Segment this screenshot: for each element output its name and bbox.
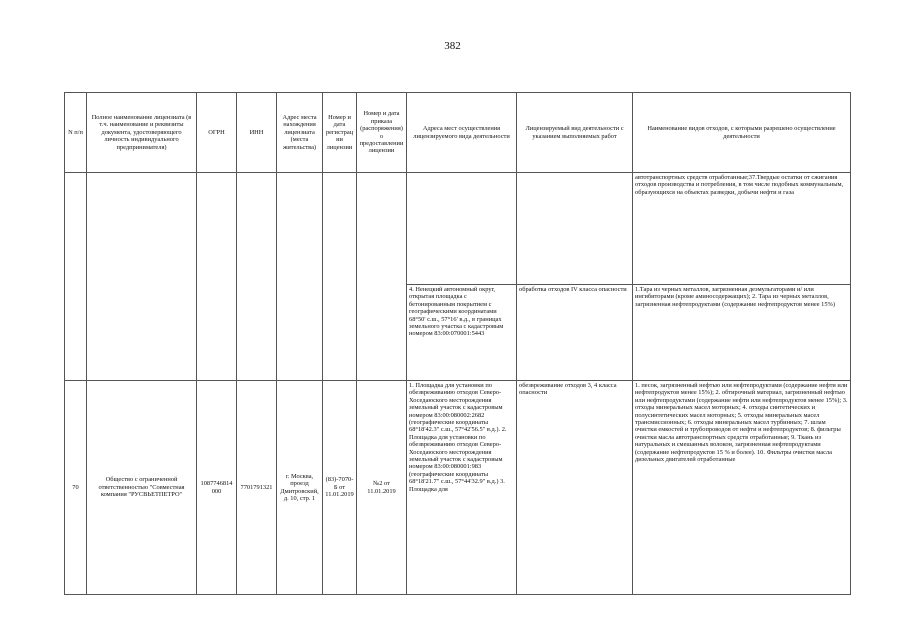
cell-ogrn: 1087746814000 (197, 381, 237, 595)
license-registry-table (64, 92, 851, 595)
cell-activity-kind: обезвреживание отходов 3, 4 класса опасности (517, 381, 633, 595)
cell-license: (83)-7070-Б от 11.01.2019 (323, 381, 357, 595)
header-activity-kind: Лицензируемый вид деятельности с указанием выполняемых работ (517, 93, 633, 173)
cell-inn-empty (237, 173, 277, 381)
header-ogrn: ОГРН (197, 93, 237, 173)
header-activity-address: Адреса мест осуществления лицензируемого вида деятельности (407, 93, 517, 173)
page-number: 382 (444, 40, 461, 52)
cell-activity-address: 4. Ненецкий автономный округ, открытая площадка с бетонированным покрытием с географическими координатами 68°50' с.ш., 57°16' в.д., в границах земельного участка с кадастровым номером 83:00:070001:5443 (407, 285, 517, 381)
cell-name-empty (87, 173, 197, 381)
cell-activity-address-empty (407, 173, 517, 285)
header-name: Полное наименование лицензиата (в т.ч. наименование и реквизиты документа, удостоверяющего личность индивидуального предпринимателя) (87, 93, 197, 173)
cell-license-empty (323, 173, 357, 381)
cell-activity-kind: обработка отходов IV класса опасности (517, 285, 633, 381)
header-license: Номер и дата регистрации лицензии (323, 93, 357, 173)
header-row (65, 93, 851, 173)
cell-activity-address: 1. Площадка для установки по обезвреживанию отходов Северо-Хоседаюского месторождения земельный участок с кадастровым номером 83:00:080002:2682 (географические координаты 68°18'42.3" с.ш., 57°42'56.5" в.д.). 2. Площадка для установки по обезвреживанию отходов Северо-Хоседаюского месторождения земельный участок с кадастровым номером 83:00:080001:983 (географические координаты 68°18'21.7" с.ш., 57°44'32.9" в.д.) 3. Площадка для (407, 381, 517, 595)
cell-name: Общество с ограниченной ответственностью "Совместная компания "РУСВЬЕТПЕТРО" (87, 381, 197, 595)
header-num: N п/п (65, 93, 87, 173)
cell-waste: 1. песок, загрязненный нефтью или нефтепродуктами (содержание нефти или нефтепродуктов менее 15%); 2. обтирочный материал, загрязненный нефтью или нефтепродуктами (содержание нефти или нефтепродуктов менее 15%); 3. отходы минеральных масел моторных; 4. отходы синтетических и полусинтетических масел моторных; 5. отходы минеральных масел трансмиссионных; 6. отходы минеральных масел турбинных; 7. шлам очистки емкостей и трубопроводов от нефти и нефтепродуктов; 8. фильтры очистки масла автотранспортных средств отработанные; 9. Ткань из натуральных и смешанных волокон, загрязненная нефтепродуктами (содержание нефтепродуктов 15 % и более). 10. Фильтры очистки масла дизельных двигателей отработанные (633, 381, 851, 595)
cell-activity-kind-empty (517, 173, 633, 285)
table-row (65, 173, 851, 285)
header-waste: Наименование видов отходов, с которыми разрешено осуществление деятельности (633, 93, 851, 173)
header-address: Адрес места нахождения лицензиата (места жительства) (277, 93, 323, 173)
cell-waste: 1.Тара из черных металлов, загрязненная деэмульгаторами и/ или ингибиторами (кроме аминосодержащих); 2. Тара из черных металлов, загрязненная нефтепродуктами (содержание нефтепродуктов менее 15%) (633, 285, 851, 381)
cell-address: г. Москва, проезд Дмитровский, д. 10, стр. 1 (277, 381, 323, 595)
header-inn: ИНН (237, 93, 277, 173)
cell-inn: 7701791321 (237, 381, 277, 595)
cell-ogrn-empty (197, 173, 237, 381)
header-order: Номер и дата приказа (распоряжения) о предоставлении лицензии (357, 93, 407, 173)
cell-address-empty (277, 173, 323, 381)
cell-waste: автотранспортных средств отработанные;37.Твердые остатки от сжигания отходов производства и потребления, в том числе подобных коммунальным, образующихся на объектах разведки, добычи нефти и газа (633, 173, 851, 285)
cell-num: 70 (65, 381, 87, 595)
cell-order-empty (357, 173, 407, 381)
cell-num-empty (65, 173, 87, 381)
table-row (65, 381, 851, 595)
cell-order: №2 от 11.01.2019 (357, 381, 407, 595)
